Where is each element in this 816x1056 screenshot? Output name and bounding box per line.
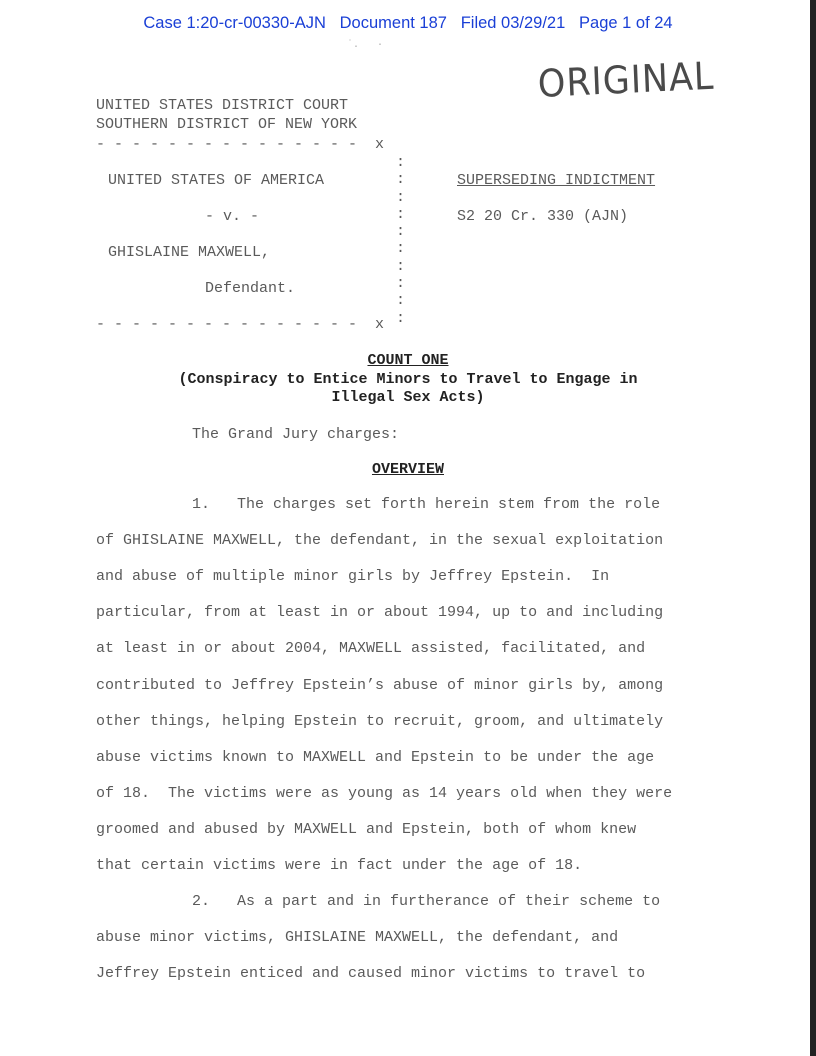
para1-line: that certain victims were in fact under the age of 18. [96,857,583,874]
original-stamp: ORIGINAL [537,53,716,106]
count-subtitle-line-1: (Conspiracy to Entice Minors to Travel to Engage in [178,371,638,388]
para1-line: of 18. The victims were as young as 14 years old when they were [96,785,673,802]
court-name-line-2: SOUTHERN DISTRICT OF NEW YORK [96,116,358,133]
para1-line: at least in or about 2004, MAXWELL assisted, facilitated, and [96,640,646,657]
para2-line: abuse minor victims, GHISLAINE MAXWELL, the defendant, and [96,929,619,946]
versus-label: - v. - [205,208,260,225]
para1-line: other things, helping Epstein to recruit, groom, and ultimately [96,713,664,730]
caption-dash-rule-bottom: - - - - - - - - - - - - - - - x [96,316,385,333]
para1-line: particular, from at least in or about 1994, up to and including [96,604,664,621]
overview-heading: OVERVIEW [371,461,444,478]
defendant-label: Defendant. [205,280,296,297]
para1-line: groomed and abused by MAXWELL and Epstein, both of whom knew [96,821,637,838]
count-subtitle-line-2: Illegal Sex Acts) [331,389,485,406]
caption-colon-column: : : : : : : : : : : [396,154,406,327]
para1-line: abuse victims known to MAXWELL and Epstein to be under the age [96,749,655,766]
para2-line: Jeffrey Epstein enticed and caused minor victims to travel to [96,965,646,982]
scan-specks: ˙. · [347,40,384,51]
scan-edge-border [810,0,816,1056]
para1-line: of GHISLAINE MAXWELL, the defendant, in the sexual exploitation [96,532,664,549]
document-type: SUPERSEDING INDICTMENT [457,172,656,189]
case-number: S2 20 Cr. 330 (AJN) [457,208,629,225]
grand-jury-charges: The Grand Jury charges: [192,426,400,443]
para1-line: 1. The charges set forth herein stem from the role [192,496,661,513]
court-filing-header: Case 1:20-cr-00330-AJN Document 187 Filed 03/29/21 Page 1 of 24 [143,14,673,32]
caption-dash-rule-top: - - - - - - - - - - - - - - - x [96,136,385,153]
para2-line: 2. As a part and in furtherance of their scheme to [192,893,661,910]
para1-line: and abuse of multiple minor girls by Jeffrey Epstein. In [96,568,610,585]
para1-line: contributed to Jeffrey Epstein’s abuse of minor girls by, among [96,677,664,694]
defendant-name: GHISLAINE MAXWELL, [108,244,271,261]
court-name-line-1: UNITED STATES DISTRICT COURT [96,97,349,114]
count-heading: COUNT ONE [367,352,449,369]
plaintiff-name: UNITED STATES OF AMERICA [108,172,325,189]
